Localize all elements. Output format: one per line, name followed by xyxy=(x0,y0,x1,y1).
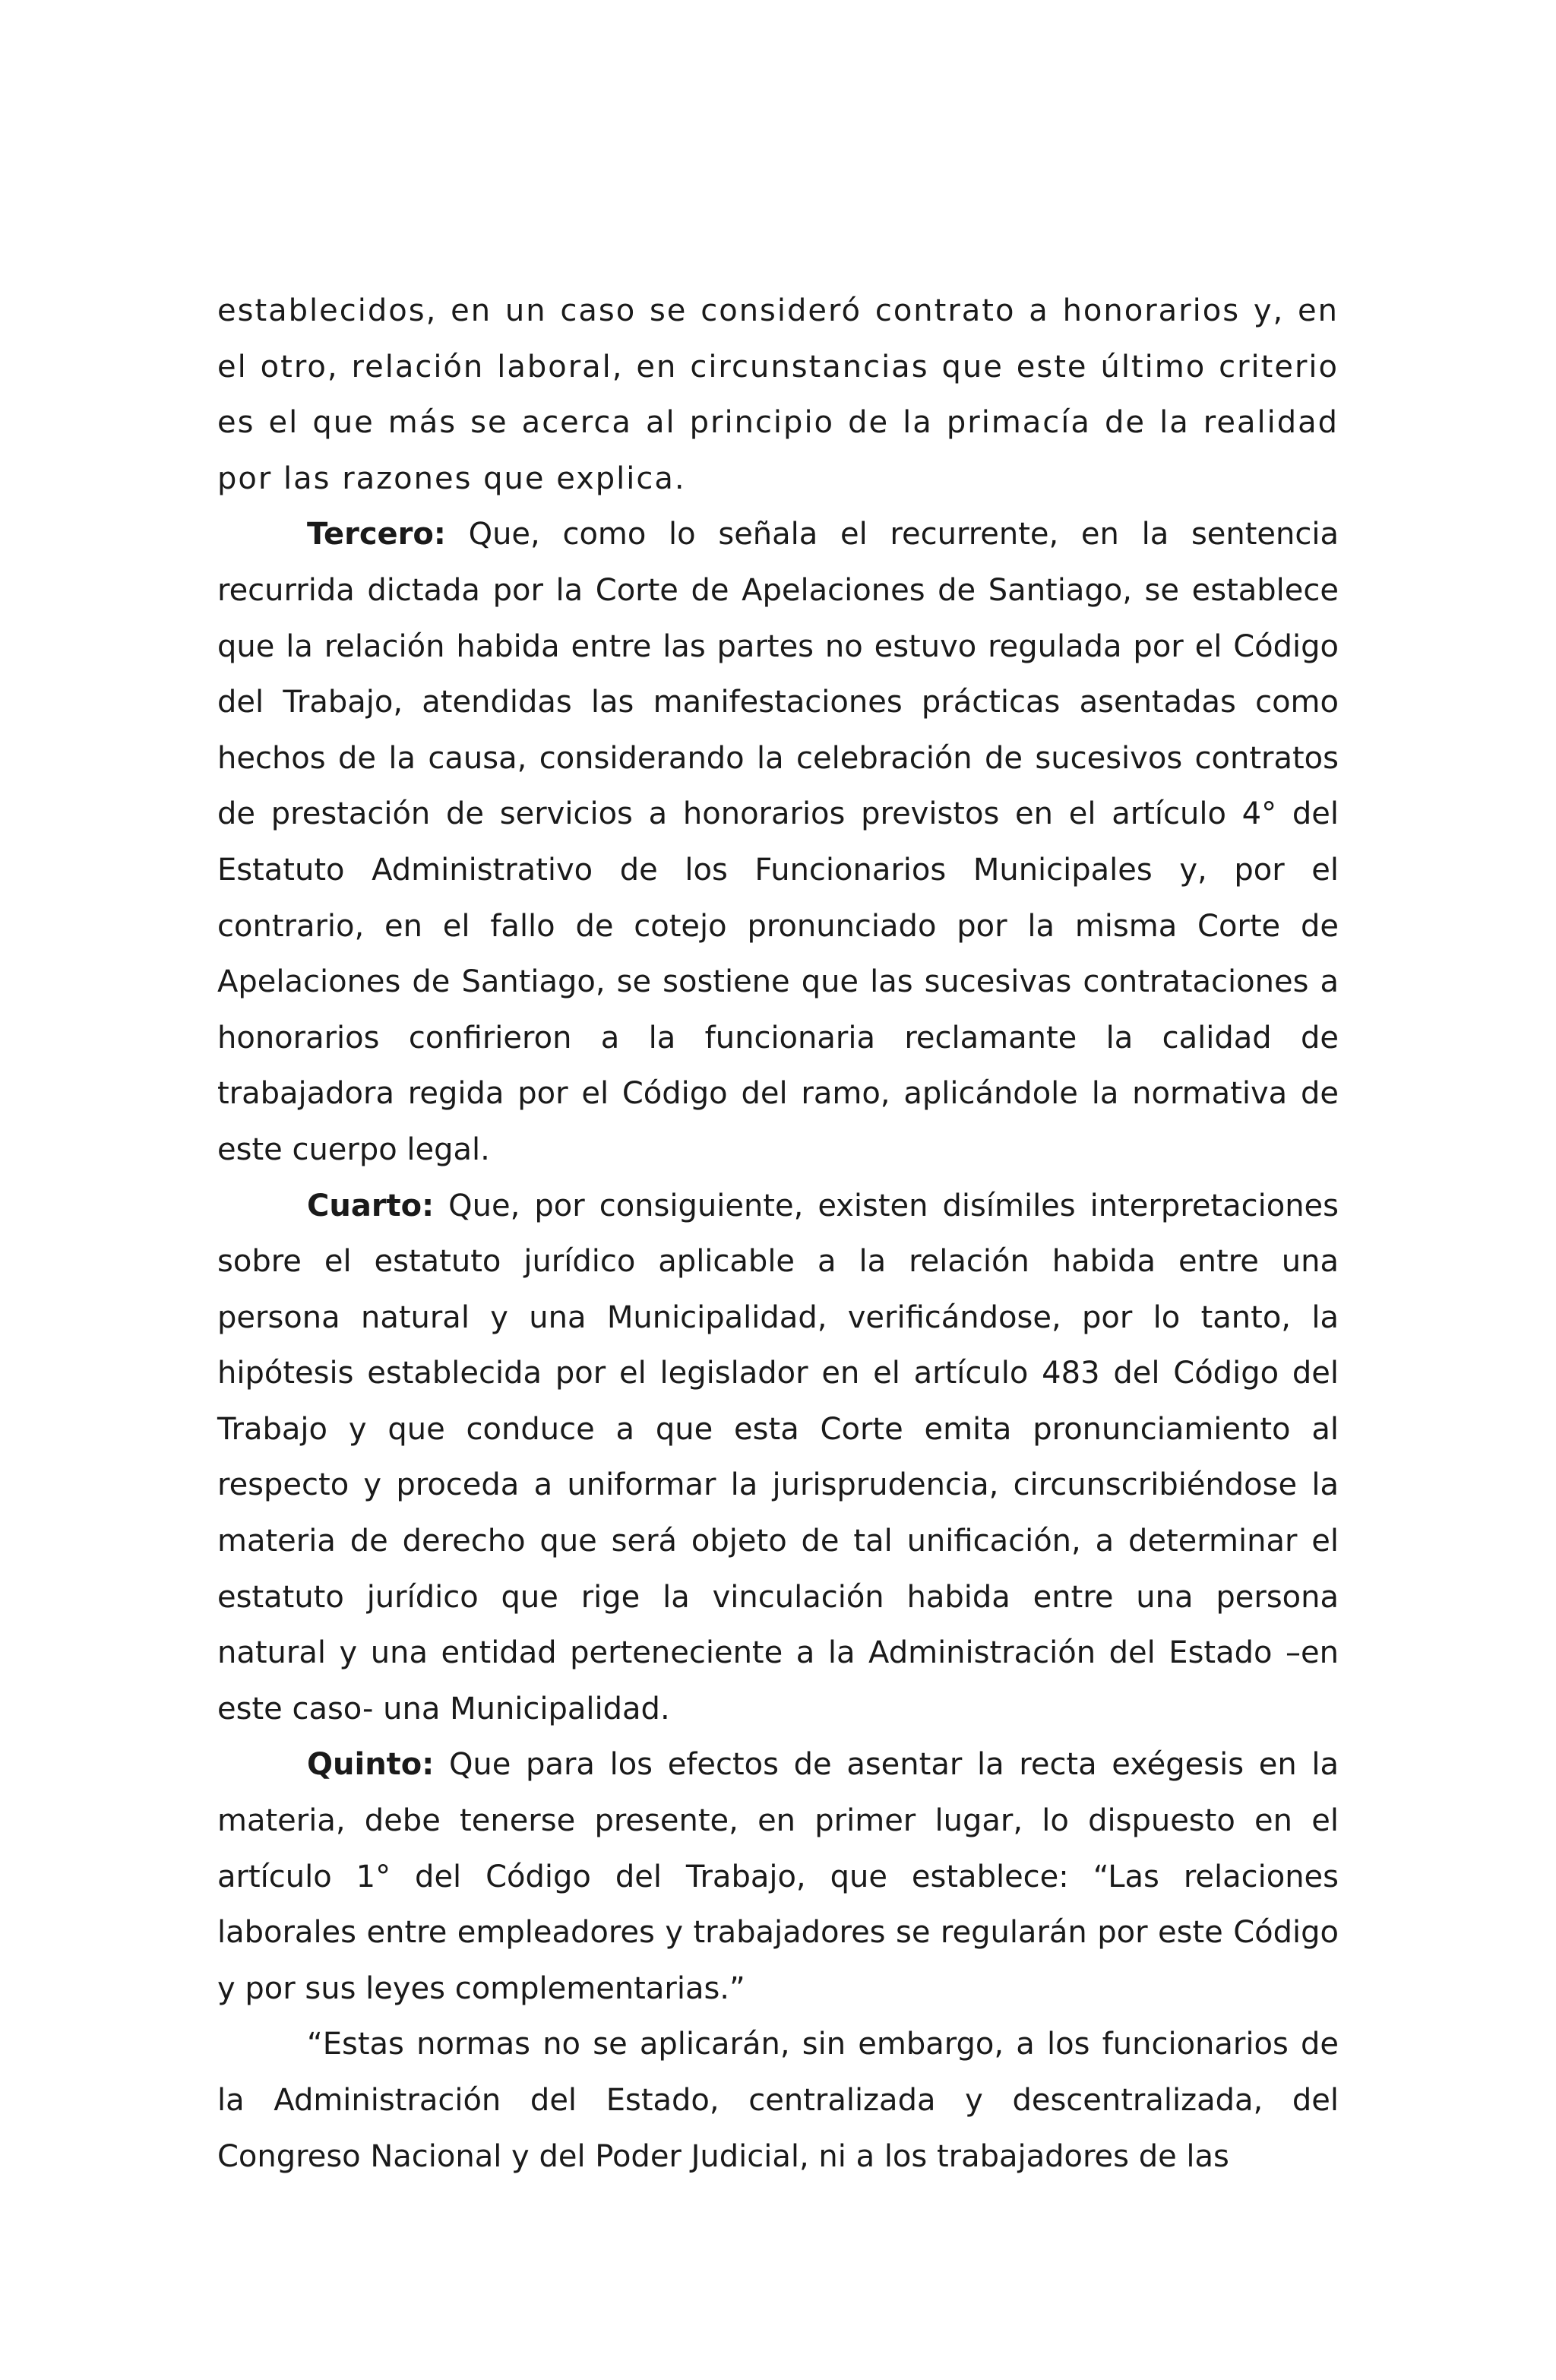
document-body xyxy=(217,283,1339,2185)
paragraph-quinto xyxy=(217,1737,1339,2017)
paragraph-text: Que, como lo señala el recurrente, en la sentencia recurrida dictada por la Corte de Apelaciones de Santiago, se establece que la relación habida entre las partes no estuvo regulada por el Código del Trabajo, atendidas las manifestaciones prácticas asentadas como hechos de la causa, considerando la celebración de sucesivos contratos de prestación de servicios a honorarios previstos en el artículo 4° del Estatuto Administrativo de los Funcionarios Municipales y, por el contrario, en el fallo de cotejo pronunciado por la misma Corte de Apelaciones de Santiago, se sostiene que las sucesivas contrataciones a honorarios confirieron a la funcionaria reclamante la calidad de trabajadora regida por el Código del ramo, aplicándole la normativa de este cuerpo legal. xyxy=(217,517,1339,1167)
paragraph-heading: Tercero: xyxy=(307,517,446,552)
paragraph-heading: Quinto: xyxy=(307,1747,435,1783)
paragraph-text: “Estas normas no se aplicarán, sin embargo, a los funcionarios de la Administración del Estado, centralizada y descentralizada, del Congreso Nacional y del Poder Judicial, ni a los trabajadores de las xyxy=(217,2027,1339,2174)
paragraph-continuation xyxy=(217,283,1339,507)
paragraph-quote xyxy=(217,2017,1339,2185)
paragraph-heading: Cuarto: xyxy=(307,1188,435,1223)
paragraph-tercero xyxy=(217,507,1339,1178)
paragraph-text: establecidos, en un caso se consideró contrato a honorarios y, en el otro, relación laboral, en circunstancias que este último criterio es el que más se acerca al principio de la primacía de la realidad por las razones que explica. xyxy=(217,293,1339,496)
paragraph-text: Que, por consiguiente, existen disímiles interpretaciones sobre el estatuto jurídico aplicable a la relación habida entre una persona natural y una Municipalidad, verificándose, por lo tanto, la hipótesis establecida por el legislador en el artículo 483 del Código del Trabajo y que conduce a que esta Corte emita pronunciamiento al respecto y proceda a uniformar la jurisprudencia, circunscribiéndose la materia de derecho que será objeto de tal unificación, a determinar el estatuto jurídico que rige la vinculación habida entre una persona natural y una entidad perteneciente a la Administración del Estado –en este caso- una Municipalidad. xyxy=(217,1188,1339,1726)
paragraph-cuarto xyxy=(217,1179,1339,1738)
paragraph-text: Que para los efectos de asentar la recta exégesis en la materia, debe tenerse presente, en primer lugar, lo dispuesto en el artículo 1° del Código del Trabajo, que establece: “Las relaciones laborales entre empleadores y trabajadores se regularán por este Código y por sus leyes complementarias.” xyxy=(217,1747,1339,2006)
